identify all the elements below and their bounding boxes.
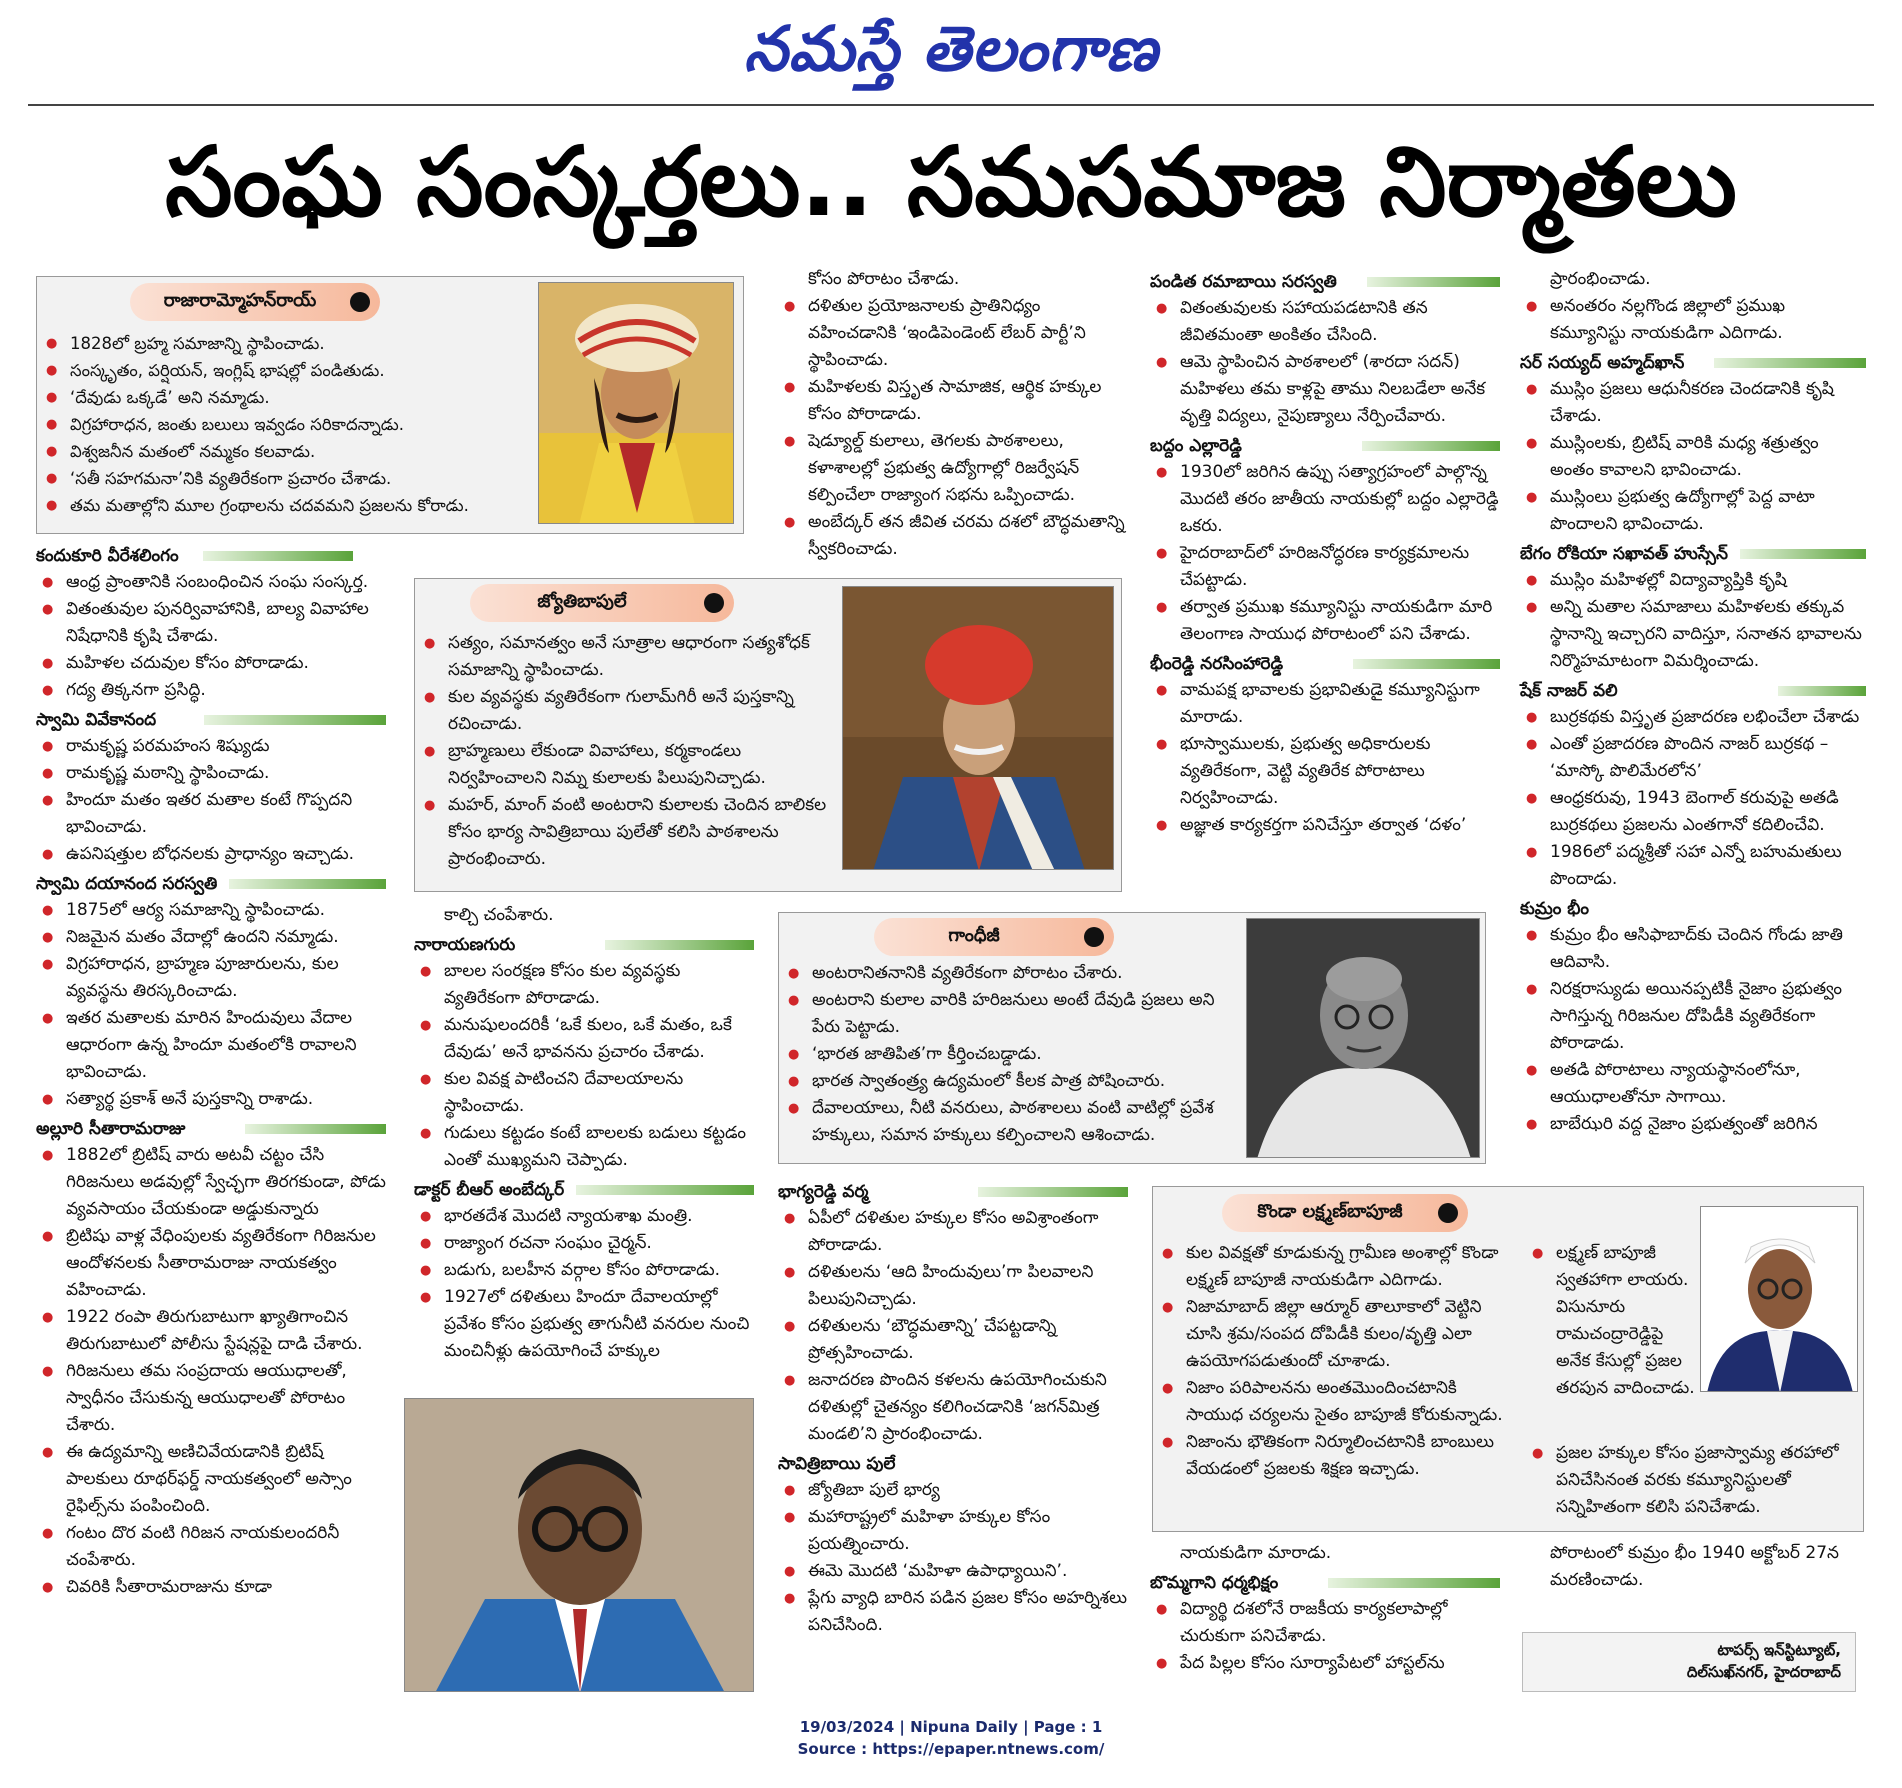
column-5-lower <box>1520 1540 1866 1594</box>
gandhi-title <box>874 918 1114 956</box>
bheemreddy-title: భీంరెడ్డి నరసింహారెడ్డి <box>1150 653 1284 674</box>
list-item: ● నిరక్షరాస్యుడు అయినప్పటికీ నైజాం ప్రభుత్వం సాగిస్తున్న గిరిజనుల దోపిడీకి వ్యతిరేకంగా పోరాడాడు. <box>1520 976 1866 1057</box>
konda-portrait <box>1700 1206 1858 1392</box>
list-item: ● తమ మతాల్లోని మూల గ్రంథాలను చదవమని ప్రజలను కోరాడు. <box>40 492 540 519</box>
masthead-divider <box>28 104 1874 106</box>
ambedkar-title: డాక్టర్ బీఆర్ అంబేద్కర్ <box>414 1179 565 1200</box>
phule-portrait <box>842 586 1114 870</box>
title-dot-icon <box>1084 927 1104 947</box>
list-item: ● ముస్లింలకు, బ్రిటిష్ వారికి మధ్య శత్రుత్వం అంతం కావాలని భావించాడు. <box>1520 430 1866 484</box>
list-item: ● జ్యోతిబా పులే భార్య <box>778 1477 1128 1504</box>
ambedkar-heading <box>414 1177 754 1203</box>
ambedkar-continuation <box>778 266 1128 563</box>
list-item: ● కుల వ్యవస్థకు వ్యతిరేకంగా గులామ్‌గిరీ అనే పుస్తకాన్ని రచించాడు. <box>418 684 838 738</box>
dayananda-heading <box>36 871 386 897</box>
title-dot-icon <box>1438 1203 1458 1223</box>
heading-bar <box>576 1185 754 1195</box>
list-item: ● బాలల సంరక్షణ కోసం కుల వ్యవస్థకు వ్యతిరేకంగా పోరాడాడు. <box>414 958 754 1012</box>
vivekananda-heading <box>36 707 386 733</box>
list-item: ● బ్రిటిషు వాళ్ల వేధింపులకు వ్యతిరేకంగా గిరిజనుల ఆందోళనలకు సీతారామరాజు నాయకత్వం వహించాడు. <box>36 1223 386 1304</box>
column-3-lower <box>778 1176 1128 1639</box>
list-item: ● ‘సతీ సహగమనా’నికి వ్యతిరేకంగా ప్రచారం చేశాడు. <box>40 465 540 492</box>
list-item: ● దళితులను ‘బౌద్ధమతాన్ని’ చేపట్టడాన్ని ప్రోత్సహించాడు. <box>778 1313 1128 1367</box>
list-item: ● నిజాం పరిపాలనను అంతమొందించటానికి సాయుధ చర్యలను సైతం బాపూజీ కోరుకున్నాడు. <box>1156 1375 1506 1429</box>
heading-bar <box>1714 358 1866 368</box>
heading-bar <box>229 879 386 889</box>
bhagyareddy-title: భాగ్యరెడ్డి వర్మ <box>778 1181 869 1202</box>
column-1 <box>36 540 386 1601</box>
list-item: ● ఆమె స్థాపించిన పాఠశాలలో (శారదా సదన్) మహిళలు తమ కాళ్లపై తాము నిలబడేలా అనేక వృత్తి విద్యలు, నైపుణ్యాలు నేర్పించేవారు. <box>1150 349 1500 430</box>
credit-line: దిల్‌సుఖ్‌నగర్, హైదరాబాద్ <box>1686 1663 1841 1681</box>
list-item: ● ఏపీలో దళితుల హక్కుల కోసం అవిశ్రాంతంగా పోరాడాడు. <box>778 1205 1128 1259</box>
ramabai-title: పండిత రమాబాయి సరస్వతి <box>1150 271 1337 292</box>
phule-title <box>470 584 734 622</box>
list-item: ● బుర్రకథకు విస్తృత ప్రజాదరణ లభించేలా చేశాడు <box>1520 704 1866 731</box>
list-item: ● హైదరాబాద్‌లో హరిజనోద్ధరణ కార్యక్రమాలను చేపట్టాడు. <box>1150 540 1500 594</box>
phule-title-text: జ్యోతిబాపులే <box>537 590 627 612</box>
footer-source: Source : https://epaper.ntnews.com/ <box>797 1740 1105 1758</box>
list-item: ● అనంతరం నల్లగొండ జిల్లాలో ప్రముఖ కమ్యూనిస్టు నాయకుడిగా ఎదిగాడు. <box>1520 293 1866 347</box>
narayana-heading <box>414 932 754 958</box>
list-item: ● అంటరాని కులాల వారికి హరిజనులు అంటే దేవుడి ప్రజలు అని పేరు పెట్టాడు. <box>782 987 1242 1041</box>
list-item: ● కుల వివక్ష పాటించని దేవాలయాలను స్థాపించాడు. <box>414 1066 754 1120</box>
list-item: ● ‘దేవుడు ఒక్కడే’ అని నమ్మాడు. <box>40 384 540 411</box>
list-item: ● ప్రజల హక్కుల కోసం ప్రజాస్వామ్య తరహాలో పనిచేసినంత వరకు కమ్యూనిస్టులతో సన్నిహితంగా కలిసి పనిచేశాడు. <box>1526 1440 1856 1521</box>
heading-bar <box>978 1187 1128 1197</box>
bhagyareddy-heading <box>778 1179 1128 1205</box>
list-item: ● రామకృష్ణ పరమహంస శిష్యుడు <box>36 733 386 760</box>
list-item: ● ‘భారత జాతిపిత’గా కీర్తించబడ్డాడు. <box>782 1041 1242 1068</box>
list-item: ● వామపక్ష భావాలకు ప్రభావితుడై కమ్యూనిస్టుగా మారాడు. <box>1150 677 1500 731</box>
list-item: ● గంటం దొర వంటి గిరిజన నాయకులందరినీ చంపేశారు. <box>36 1520 386 1574</box>
list-item: ● విశ్వజనీన మతంలో నమ్మకం కలవాడు. <box>40 438 540 465</box>
list-item: ● అంబేద్కర్ తన జీవిత చరమ దశలో బౌద్ధమతాన్ని స్వీకరించాడు. <box>778 509 1128 563</box>
footer-date: 19/03/2024 | Nipuna Daily | Page : 1 <box>799 1718 1103 1736</box>
list-item: ● గిరిజనులు తమ సంప్రదాయ ఆయుధాలతో, స్వాధీనం చేసుకున్న ఆయుధాలతో పోరాటం చేశారు. <box>36 1358 386 1439</box>
list-item: ● ప్లేగు వ్యాధి బారిన పడిన ప్రజల కోసం అహర్నిశలు పనిచేసింది. <box>778 1585 1128 1639</box>
bommagani-title: బొమ్మగాని ధర్మభిక్షం <box>1150 1572 1279 1593</box>
list-item: ● భూస్వాములకు, ప్రభుత్వ అధికారులకు వ్యతిరేకంగా, వెట్టి వ్యతిరేక పోరాటాలు నిర్వహించాడు. <box>1150 731 1500 812</box>
list-item: ● 1922 రంపా తిరుగుబాటుగా ఖ్యాతిగాంచిన తిరుగుబాటులో పోలీసు స్టేషన్లపై దాడి చేశారు. <box>36 1304 386 1358</box>
list-item: ● షెడ్యూల్డ్ కులాలు, తెగలకు పాఠశాలలు, కళాశాలల్లో ప్రభుత్వ ఉద్యోగాల్లో రిజర్వేషన్ కల్పించేలా రాజ్యాంగ సభను ఒప్పించాడు. <box>778 428 1128 509</box>
list-item: కోసం పోరాటం చేశాడు. <box>808 269 960 289</box>
heading-bar <box>1353 659 1500 669</box>
author-credit <box>1522 1632 1856 1692</box>
list-item: ● హిందూ మతం ఇతర మతాల కంటే గొప్పదని భావించాడు. <box>36 787 386 841</box>
list-item: ● ఆంధ్రకరువు, 1943 బెంగాల్ కరువుపై అతడి బుర్రకథలు ప్రజలను ఎంతగానో కదిలించేవి. <box>1520 785 1866 839</box>
konda-last-item <box>1526 1440 1856 1521</box>
list-item: ● బాబేఝరి వద్ద నైజాం ప్రభుత్వంతో జరిగిన <box>1520 1111 1866 1138</box>
list-item: ● విద్యార్థి దశలోనే రాజకీయ కార్యకలాపాల్లో చురుకుగా పనిచేశాడు. <box>1150 1596 1500 1650</box>
list-item: ● మహిళల చదువుల కోసం పోరాడాడు. <box>36 650 386 677</box>
list-item: ● కుమ్రం భీం ఆసిఫాబాద్‌కు చెందిన గోండు జాతి ఆదివాసి. <box>1520 922 1866 976</box>
list-item: ● దళితుల ప్రయోజనాలకు ప్రాతినిధ్యం వహించడానికి ‘ఇండిపెండెంట్ లేబర్ పార్టీ’ని స్థాపించాడు. <box>778 293 1128 374</box>
page-headline: సంఘ సంస్కర్తలు.. సమసమాజ నిర్మాతలు <box>165 126 1737 238</box>
alluri-title: అల్లూరి సీతారామరాజు <box>36 1118 186 1139</box>
heading-bar <box>1328 1578 1500 1588</box>
baddam-title: బద్దం ఎల్లారెడ్డి <box>1150 435 1242 456</box>
title-dot-icon <box>704 593 724 613</box>
gandhi-title-text: గాంధీజీ <box>948 924 1000 946</box>
list-item: ● మనుషులందరికీ ‘ఒకే కులం, ఒకే మతం, ఒకే దేవుడు’ అనే భావనను ప్రచారం చేశాడు. <box>414 1012 754 1066</box>
list-item: ● ఆంధ్ర ప్రాంతానికి సంబంధించిన సంఘ సంస్కర్త. <box>36 569 386 596</box>
list-item: ● బడుగు, బలహీన వర్గాల కోసం పోరాడాడు. <box>414 1257 754 1284</box>
heading-bar <box>1362 441 1500 451</box>
savitribai-heading <box>778 1451 1128 1477</box>
komaram-heading <box>1520 896 1866 922</box>
list-item: ● లక్ష్మణ్ బాపూజీ స్వతహాగా లాయరు. విసునూరు రామచంద్రారెడ్డిపై అనేక కేసుల్లో ప్రజల తరపున వాదించాడు. <box>1526 1240 1696 1402</box>
heading-bar <box>1367 277 1500 287</box>
savitribai-title: సావిత్రిబాయి పులే <box>778 1453 896 1474</box>
list-item: ● చివరికి సీతారామరాజును కూడా <box>36 1574 386 1601</box>
list-item: ● ఈమె మొదటి ‘మహిళా ఉపాధ్యాయిని’. <box>778 1558 1128 1585</box>
list-item: ● గద్య తిక్కనగా ప్రసిద్ధి. <box>36 677 386 704</box>
list-item: ● సత్యం, సమానత్వం అనే సూత్రాల ఆధారంగా సత్యశోధక్ సమాజాన్ని స్థాపించాడు. <box>418 630 838 684</box>
list-item: ● ముస్లిం మహిళల్లో విద్యావ్యాప్తికి కృషి <box>1520 567 1866 594</box>
list-item: ● వితంతువుల పునర్వివాహానికి, బాల్య వివాహాల నిషేధానికి కృషి చేశాడు. <box>36 596 386 650</box>
list-item: ● ముస్లిం ప్రజలు ఆధునీకరణ చెందడానికి కృషి చేశాడు. <box>1520 376 1866 430</box>
col5-continuation: ప్రారంభించాడు. <box>1550 269 1651 289</box>
syed-heading <box>1520 350 1866 376</box>
konda-left-list <box>1156 1240 1506 1483</box>
komaram-title: కుమ్రం భీం <box>1520 898 1590 919</box>
gandhi-list <box>782 960 1242 1149</box>
list-item: ● జనాదరణ పొందిన కళలను ఉపయోగించుకుని దళితుల్లో చైతన్యం కలిగించడానికి ‘జగన్‌మిత్ర మండలి’ని ప్రారంభించాడు. <box>778 1367 1128 1448</box>
list-item: ● ఇతర మతాలకు మారిన హిందువులు వేదాల ఆధారంగా ఉన్న హిందూ మతంలోకి రావాలని భావించాడు. <box>36 1005 386 1086</box>
col5-continuation-2: పోరాటంలో కుమ్రం భీం 1940 అక్టోబర్ 27న మరణించాడు. <box>1550 1543 1839 1590</box>
rammohan-title <box>130 283 380 321</box>
list-item: ● విగ్రహారాధన, బ్రాహ్మణ పూజారులను, కుల వ్యవస్థను తిరస్కరించాడు. <box>36 951 386 1005</box>
kandukuri-heading <box>36 543 386 569</box>
baddam-heading <box>1150 433 1500 459</box>
list-item: ● బ్రాహ్మణులు లేకుండా వివాహాలు, కర్మకాండలు నిర్వహించాలని నిమ్న కులాలకు పిలుపునిచ్చాడు. <box>418 738 838 792</box>
konda-title <box>1222 1194 1468 1232</box>
list-item: ● భారత స్వాతంత్ర్య ఉద్యమంలో కీలక పాత్ర పోషించారు. <box>782 1068 1242 1095</box>
rammohan-list <box>40 330 540 519</box>
rokeya-heading <box>1520 541 1866 567</box>
list-item: ● అజ్ఞాత కార్యకర్తగా పనిచేస్తూ తర్వాత ‘దళం’ <box>1150 812 1500 839</box>
konda-right-list <box>1526 1240 1696 1402</box>
heading-bar <box>245 1124 386 1134</box>
rammohan-portrait <box>538 282 734 524</box>
list-item: ● నిజాంను భౌతికంగా నిర్మూలించటానికి బాంబులు వేయడంలో ప్రజలకు శిక్షణ ఇచ్చాడు. <box>1156 1429 1506 1483</box>
list-item: ● రామకృష్ణ మఠాన్ని స్థాపించాడు. <box>36 760 386 787</box>
list-item: ● తర్వాత ప్రముఖ కమ్యూనిస్టు నాయకుడిగా మారి తెలంగాణ సాయుధ పోరాటంలో పని చేశాడు. <box>1150 594 1500 648</box>
title-dot-icon <box>350 292 370 312</box>
rokeya-title: బేగం రోకియా సఖావత్ హుస్సేన్ <box>1520 543 1728 564</box>
list-item: ● 1930లో జరిగిన ఉప్పు సత్యాగ్రహంలో పాల్గొన్న మొదటి తరం జాతీయ నాయకుల్లో బద్దం ఎల్లారెడ్డి ఒకరు. <box>1150 459 1500 540</box>
alluri-heading <box>36 1116 386 1142</box>
bommagani-heading <box>1150 1570 1500 1596</box>
list-item: ● ఎంతో ప్రజాదరణ పొందిన నాజర్ బుర్రకథ – ‘మాస్కో పొలిమేరలోన’ <box>1520 731 1866 785</box>
list-item: ● 1882లో బ్రిటిష్ వారు అటవీ చట్టం చేసి గిరిజనులు అడవుల్లో స్వేచ్ఛగా తిరగకుండా, పోడు వ్యవసాయం చేయకుండా అడ్డుకున్నారు <box>36 1142 386 1223</box>
list-item: ● నిజమైన మతం వేదాల్లో ఉందని నమ్మాడు. <box>36 924 386 951</box>
heading-bar <box>203 551 353 561</box>
list-item: ● రాజ్యాంగ రచనా సంఘం చైర్మన్. <box>414 1230 754 1257</box>
column-4-lower <box>1150 1540 1500 1677</box>
list-item: ● పేద పిల్లల కోసం సూర్యాపేటలో హాస్టల్‌ను <box>1150 1650 1500 1677</box>
ambedkar-portrait <box>404 1398 754 1692</box>
narayana-title: నారాయణగురు <box>414 934 516 955</box>
list-item: ● మహిళలకు విస్తృత సామాజిక, ఆర్థిక హక్కుల కోసం పోరాడాడు. <box>778 374 1128 428</box>
vivekananda-title: స్వామి వివేకానంద <box>36 709 157 730</box>
list-item: ● గుడులు కట్టడం కంటే బాలలకు బడులు కట్టడం ఎంతో ముఖ్యమని చెప్పాడు. <box>414 1120 754 1174</box>
list-item: ● నిజామాబాద్ జిల్లా ఆర్మూర్ తాలూకాలో వెట్టిని చూసి శ్రమ/సంపద దోపిడీకి కులం/వృత్తి ఎలా ఉపయోగపడుతుందో చూశాడు. <box>1156 1294 1506 1375</box>
list-item: ● 1875లో ఆర్య సమాజాన్ని స్థాపించాడు. <box>36 897 386 924</box>
list-item: ● ఈ ఉద్యమాన్ని అణిచివేయడానికి బ్రిటిష్ పాలకులు రూథర్‌ఫర్డ్ నాయకత్వంలో అస్సాం రైఫిల్స్‌ను పంపించింది. <box>36 1439 386 1520</box>
list-item: ● 1927లో దళితులు హిందూ దేవాలయాల్లో ప్రవేశం కోసం ప్రభుత్వ తాగునీటి వనరుల నుంచి మంచినీళ్లు ఉపయోగించే హక్కుల <box>414 1284 754 1365</box>
list-item: ● విగ్రహారాధన, జంతు బలులు ఇవ్వడం సరికాదన్నాడు. <box>40 411 540 438</box>
phule-list <box>418 630 838 873</box>
dayananda-title: స్వామి దయానంద సరస్వతి <box>36 873 218 894</box>
column-3 <box>778 266 1128 563</box>
credit-line: టాపర్స్ ఇన్‌స్టిట్యూట్, <box>1717 1641 1841 1659</box>
nazar-heading <box>1520 678 1866 704</box>
list-item: ● 1986లో పద్మశ్రీతో సహా ఎన్నో బహుమతులు పొందాడు. <box>1520 839 1866 893</box>
gandhi-portrait <box>1246 918 1480 1158</box>
col4-continuation: నాయకుడిగా మారాడు. <box>1180 1543 1332 1563</box>
list-item: ● అంటరానితనానికి వ్యతిరేకంగా పోరాటం చేశారు. <box>782 960 1242 987</box>
heading-bar <box>605 940 754 950</box>
rammohan-title-text: రాజారామ్మోహన్‌రాయ్ <box>163 289 317 311</box>
kandukuri-title: కందుకూరి వీరేశలింగం <box>36 545 179 566</box>
list-item: ● దళితులను ‘ఆది హిందువులు’గా పిలవాలని పిలుపునిచ్చాడు. <box>778 1259 1128 1313</box>
list-item: ● మహారాష్ట్రలో మహిళా హక్కుల కోసం ప్రయత్నించారు. <box>778 1504 1128 1558</box>
list-item: ● సంస్కృతం, పర్షియన్, ఇంగ్లిష్ భాషల్లో పండితుడు. <box>40 357 540 384</box>
list-item: ● ముస్లింలు ప్రభుత్వ ఉద్యోగాల్లో పెద్ద వాటా పొందాలని భావించాడు. <box>1520 484 1866 538</box>
column-2 <box>414 902 754 1365</box>
bheemreddy-heading <box>1150 651 1500 677</box>
syed-title: సర్ సయ్యద్ అహ్మద్‌ఖాన్ <box>1520 352 1685 373</box>
list-item: ● ఉపనిషత్తుల బోధనలకు ప్రాధాన్యం ఇచ్చాడు. <box>36 841 386 868</box>
list-item: ● సత్యార్థ ప్రకాశ్ అనే పుస్తకాన్ని రాశాడు. <box>36 1086 386 1113</box>
list-item: ● దేవాలయాలు, నీటి వనరులు, పాఠశాలలు వంటి వాటిల్లో ప్రవేశ హక్కులు, సమాన హక్కులు కల్పించాలని ఆశించాడు. <box>782 1095 1242 1149</box>
konda-title-text: కొండా లక్ష్మణ్‌బాపూజీ <box>1257 1200 1403 1222</box>
heading-bar <box>1778 686 1866 696</box>
col2-continuation: కాల్చి చంపేశారు. <box>444 905 554 925</box>
column-4 <box>1150 266 1500 839</box>
list-item: ● కుల వివక్షతో కూడుకున్న గ్రామీణ అంశాల్లో కొండా లక్ష్మణ్ బాపూజీ నాయకుడిగా ఎదిగాడు. <box>1156 1240 1506 1294</box>
list-item: ● మహర్, మాంగ్ వంటి అంటరాని కులాలకు చెందిన బాలికల కోసం భార్య సావిత్రిబాయి పులేతో కలిసి పాఠశాలను ప్రారంభించారు. <box>418 792 838 873</box>
list-item: ● 1828లో బ్రహ్మ సమాజాన్ని స్థాపించాడు. <box>40 330 540 357</box>
ramabai-heading <box>1150 269 1500 295</box>
list-item: ● భారతదేశ మొదటి న్యాయశాఖ మంత్రి. <box>414 1203 754 1230</box>
list-item: ● అతడి పోరాటాలు న్యాయస్థానంలోనూ, ఆయుధాలతోనూ సాగాయి. <box>1520 1057 1866 1111</box>
list-item: ● అన్ని మతాల సమాజాలు మహిళలకు తక్కువ స్థానాన్ని ఇచ్చారని వాదిస్తూ, సనాతన భావాలను నిర్మొహమాటంగా విమర్శించాడు. <box>1520 594 1866 675</box>
column-5 <box>1520 266 1866 1138</box>
heading-bar <box>204 715 386 725</box>
nazar-title: షేక్ నాజర్ వలి <box>1520 680 1618 701</box>
heading-bar <box>1740 549 1866 559</box>
list-item: ● వితంతువులకు సహాయపడటానికి తన జీవితమంతా అంకితం చేసింది. <box>1150 295 1500 349</box>
newspaper-masthead: నమస్తే తెలంగాణ <box>743 12 1159 85</box>
